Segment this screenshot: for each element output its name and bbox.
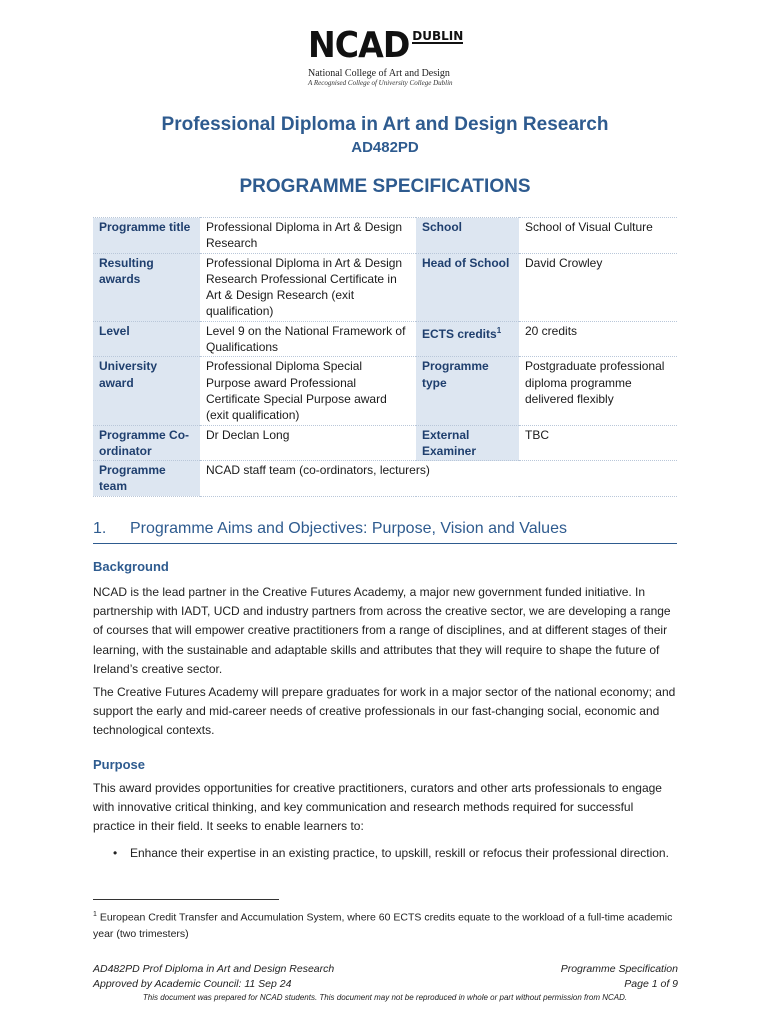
table-row (93, 253, 677, 321)
footnote-divider (93, 899, 279, 900)
list-item (113, 844, 695, 863)
purpose-paragraph: This award provides opportunities for creative practitioners, curators and other arts professionals to engage with innovative critical thinking, and key communication and research methods required for successful practice in their field. It seeks to enable learners to: (93, 781, 662, 834)
spec-label: External Examiner (416, 425, 519, 461)
spec-label: Level (93, 321, 200, 357)
spec-label (416, 321, 519, 357)
logo-dublin-text: DUBLIN (412, 29, 464, 43)
table-row (93, 218, 677, 254)
table-row (93, 321, 677, 357)
spec-label: Programme type (416, 357, 519, 425)
table-row (93, 357, 677, 425)
table-row (93, 461, 677, 497)
footer-doc-type: Programme Specification (560, 963, 678, 975)
section-title: Programme Aims and Objectives: Purpose, Vision and Values (130, 520, 567, 537)
spec-value: Dr Declan Long (200, 425, 416, 461)
spec-value: TBC (519, 425, 677, 461)
footer-approval: Approved by Academic Council: 11 Sep 24 (93, 978, 292, 990)
purpose-heading: Purpose (93, 757, 146, 772)
bullet-text: Enhance their expertise in an existing practice, to upskill, reskill or refocus their professional direction. (130, 846, 669, 860)
table-row (93, 425, 677, 461)
spec-value: Professional Diploma in Art & Design Research (200, 218, 416, 254)
ects-label-text: ECTS credits (422, 326, 497, 341)
spec-value: Professional Diploma in Art & Design Research Professional Certificate in Art & Design Research (exit qualification) (200, 253, 416, 321)
bullet-icon: • (113, 846, 118, 860)
spec-value: School of Visual Culture (519, 218, 677, 254)
spec-value: Postgraduate professional diploma programme delivered flexibly (519, 357, 677, 425)
footer-doc-title: AD482PD Prof Diploma in Art and Design Research (93, 963, 335, 975)
spec-value: Level 9 on the National Framework of Qualifications (200, 321, 416, 357)
spec-label: Programme Co-ordinator (93, 425, 200, 461)
spec-value: 20 credits (519, 321, 677, 357)
footer-line-2 (93, 978, 678, 990)
footnote-text: European Credit Transfer and Accumulation System, where 60 ECTS credits equate to the workload of a full-time academic year (two trimesters) (93, 911, 673, 940)
programme-spec-table (93, 217, 677, 497)
spec-label: Programme team (93, 461, 200, 497)
logo-ncad-text: NCAD (308, 25, 410, 66)
spec-label: University award (93, 357, 200, 425)
spec-label: Head of School (416, 253, 519, 321)
footnote-ref[interactable]: 1 (496, 325, 502, 335)
spec-label: Programme title (93, 218, 200, 254)
spec-value: David Crowley (519, 253, 677, 321)
page-number: Page 1 of 9 (624, 978, 678, 990)
footnote-mark: 1 (93, 911, 97, 918)
ncad-logo (308, 25, 468, 87)
logo-tagline: A Recognised College of University College Dublin (308, 79, 453, 87)
section-heading (93, 520, 677, 544)
background-paragraph-1: NCAD is the lead partner in the Creative Futures Academy, a major new government funded initiative. In partnership with IADT, UCD and industry partners from across the creative sector, we are developing a range of courses that will empower creative practitioners from a range of disciplines, and at different stages of their learning, with the sustainable and adaptable skills and attributes that they will require to shape the future of Ireland’s creative sector. (93, 585, 671, 676)
section-number: 1. (93, 520, 107, 537)
background-paragraph-2: The Creative Futures Academy will prepare graduates for work in a major sector of the national economy; and support the early and mid-career needs of creative professionals in our fast-changing social, economic and technological contexts. (93, 685, 676, 738)
footer-line-1 (93, 963, 678, 975)
footer-disclaimer: This document was prepared for NCAD students. This document may not be reproduced in whole or part without permission from NCAD. (142, 993, 628, 1002)
footnote (93, 907, 678, 942)
course-code: AD482PD (351, 139, 419, 156)
spec-value: Professional Diploma Special Purpose award Professional Certificate Special Purpose award (exit qualification) (200, 357, 416, 425)
document-title: Professional Diploma in Art and Design Research (161, 114, 609, 135)
background-heading: Background (93, 559, 169, 574)
spec-value: NCAD staff team (co-ordinators, lecturers) (200, 461, 677, 497)
spec-heading: PROGRAMME SPECIFICATIONS (239, 176, 531, 197)
spec-label: School (416, 218, 519, 254)
spec-label: Resulting awards (93, 253, 200, 321)
logo-subtitle: National College of Art and Design (308, 68, 450, 79)
